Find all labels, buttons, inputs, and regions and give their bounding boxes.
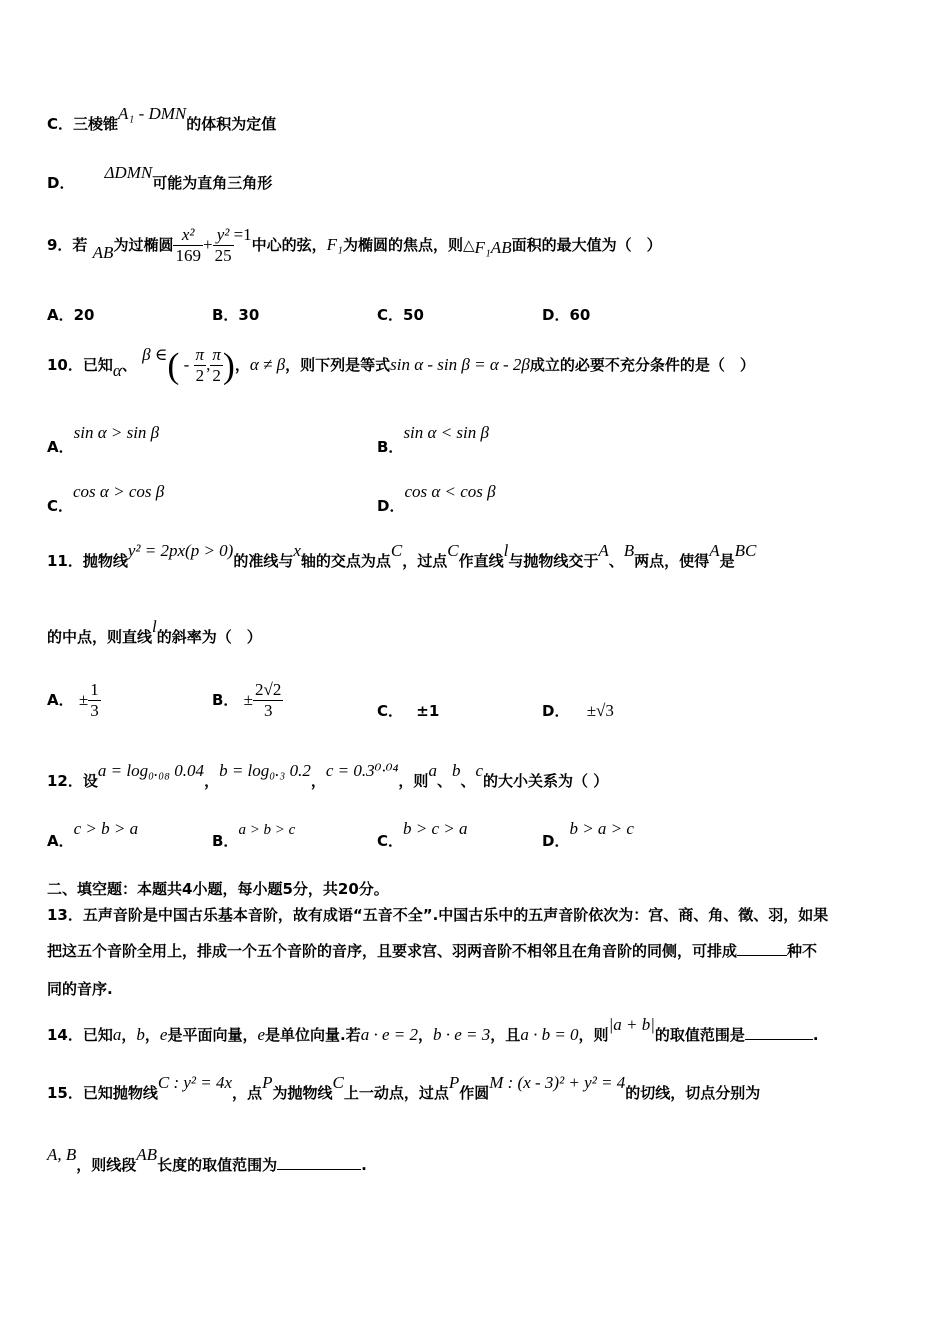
math-equation: sin α - sin β = α - 2β (390, 355, 530, 374)
q11-stem-line2: 的中点，则直线l的斜率为（ ） (47, 617, 262, 646)
q10-option-c: C．cos α > cos β (47, 482, 165, 515)
q9-option-b: B．30 (212, 306, 260, 324)
q9-option-a: A．20 (47, 306, 95, 324)
q10-stem: 10．已知α、 β ∈( - $\frac{\pi}{2}$ , $\frac{\pi}{2}$ )，α ≠ β，则下列是等式sin α - sin β = α - 2β成立的必要不充分条件的是（ ） (47, 345, 755, 386)
answer-blank[interactable] (277, 1169, 361, 1170)
q11-option-b: B． ± $\frac{2√2}{3}$ (212, 680, 282, 720)
q11-option-a: A． ± $\frac{1}{3}$ (47, 680, 99, 720)
q15-stem-line2: A, B，则线段AB长度的取值范围为 . (47, 1145, 367, 1174)
math-parabola: y² = 2px(p > 0) (127, 541, 234, 560)
q12-option-c: C．b > c > a (377, 819, 468, 850)
q10-option-b: B．sin α < sin β (377, 423, 489, 456)
math-AB: AB (92, 243, 114, 262)
math-circle: M : (x - 3)² + y² = 4 (489, 1073, 626, 1092)
answer-blank[interactable] (745, 1039, 813, 1040)
q9-option-d: D．60 (542, 306, 591, 324)
q13-line3: 同的音序. (47, 980, 113, 998)
q11-option-d: D． ±√3 (542, 701, 614, 720)
q12-option-d: D．b > a > c (542, 819, 634, 850)
q10-option-d: D．cos α < cos β (377, 482, 496, 515)
q12-option-a: A．c > b > a (47, 819, 139, 850)
q14-stem: 14．已知a，b，e是平面向量，e是单位向量.若a · e = 2，b · e = 3，且a · b = 0，则|a + b|的取值范围是 . (47, 1015, 819, 1044)
q8-option-d: D．ΔDMN可能为直角三角形 (47, 163, 273, 192)
math-expr: ΔDMN (104, 163, 153, 182)
math-F1: F₁ (326, 235, 343, 254)
math-expr: A₁ - DMN (118, 104, 187, 123)
q15-stem: 15．已知抛物线C : y² = 4x，点P为抛物线C上一动点，过点P作圆M : (x - 3)² + y² = 4的切线，切点分别为 (47, 1073, 761, 1102)
q8-option-c: C．三棱锥A₁ - DMN的体积为定值 (47, 104, 277, 133)
math-c: c = 0.3⁰·⁰⁴ (325, 761, 399, 780)
fraction-x: $\frac{\text{x²}}{169}$ (175, 225, 201, 265)
math-F1AB: F₁AB (474, 238, 512, 257)
q10-option-a: A．sin α > sin β (47, 423, 160, 456)
math-a: a = log₀.₀₈ 0.04 (97, 761, 205, 780)
option-label: C． (47, 115, 74, 133)
q9-stem: 9．若 AB为过椭圆 $\frac{\text{x²}}{169}$ + $\frac{\text{y²}}{25}$ =1中心的弦，F₁为椭圆的焦点，则△F₁AB面积的最大值为（ ） (47, 225, 662, 265)
q9-option-c: C．50 (377, 306, 424, 324)
section-heading: 二、填空题：本题共4小题，每小题5分，共20分。 (47, 880, 389, 898)
q11-stem: 11．抛物线y² = 2px(p > 0)的准线与x轴的交点为点C，过点C作直线l与抛物线交于A、B两点，使得A是BC (47, 541, 757, 570)
math-b: b = log₀.₃ 0.2 (219, 761, 311, 780)
q12-stem: 12．设a = log₀.₀₈ 0.04，b = log₀.₃ 0.2，c = 0.3⁰·⁰⁴，则a、b、c的大小关系为（ ） (47, 761, 609, 790)
math-abs: |a + b| (608, 1015, 655, 1034)
answer-blank[interactable] (737, 955, 787, 956)
fraction-y: $\frac{\text{y²}}{25}$ (214, 225, 232, 265)
q11-option-c: C． ±1 (377, 702, 440, 720)
q13-line1: 13．五声音阶是中国古乐基本音阶，故有成语“五音不全”.中国古乐中的五声音阶依次为：宫、商、角、徵、羽，如果 (47, 906, 829, 924)
q13-line2: 把这五个音阶全用上，排成一个五个音阶的音序，且要求宫、羽两音阶不相邻且在角音阶的同侧，可排成 种不 (47, 942, 818, 960)
option-label: D． (47, 174, 75, 192)
q12-option-b: B．a > b > c (212, 822, 296, 850)
